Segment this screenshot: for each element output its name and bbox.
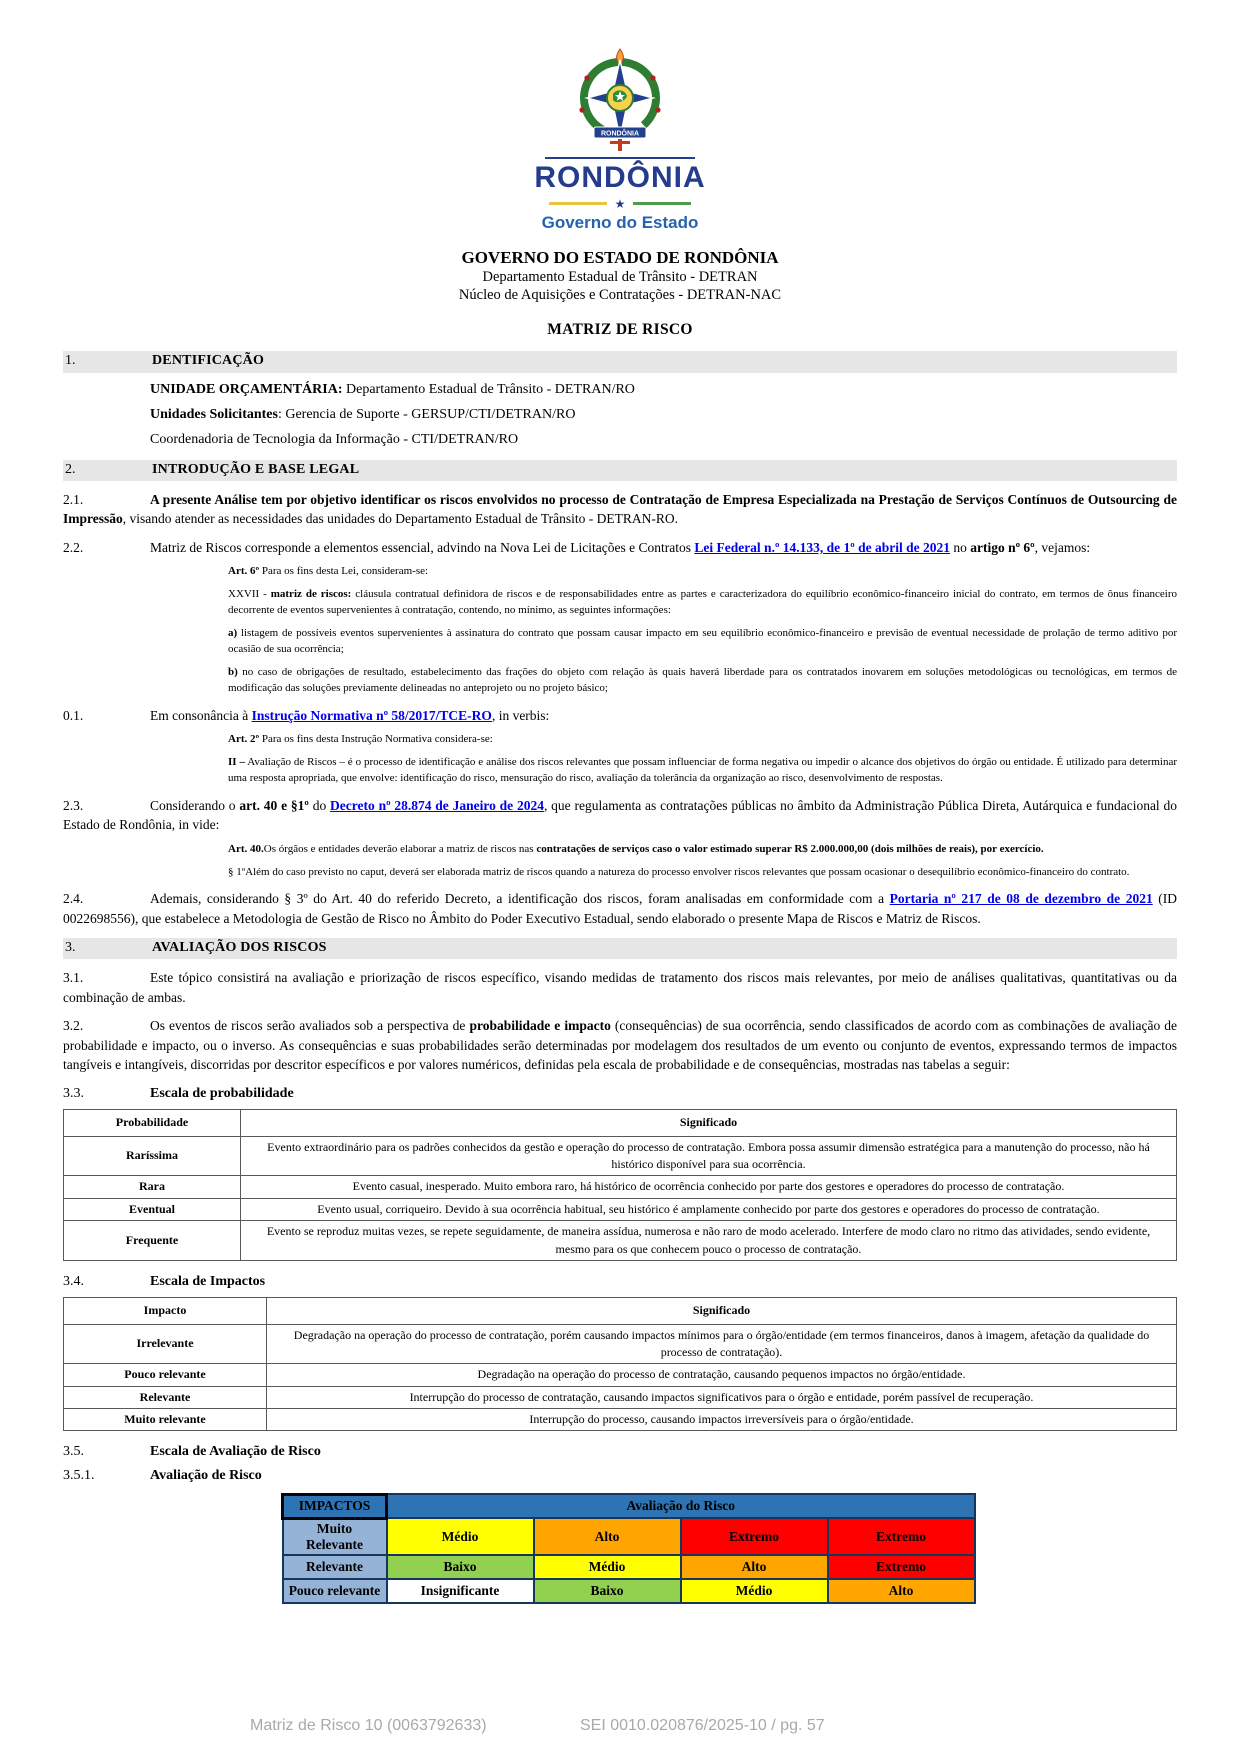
impact-table	[63, 1297, 1177, 1431]
law-link-14133[interactable]: Lei Federal n.º 14.133, de 1º de abril de 2021	[694, 539, 950, 555]
matrix-cell: Alto	[534, 1518, 681, 1555]
quote-art2: Art. 2º Para os fins desta Instrução Normativa considera-se:	[228, 733, 493, 746]
brand-subtitle: Governo do Estado	[541, 212, 699, 232]
star-icon: ★	[614, 196, 626, 211]
table-row: Irrelevante Degradação na operação do processo de contratação, porém causando impactos mínimos para o órgão/entidade (em termos financeiros, danos à imagem, afetação da qualidade do processo de contratação).	[64, 1324, 1177, 1364]
matrix-cell: Extremo	[828, 1518, 975, 1555]
quote-item-ii: II – Avaliação de Riscos – é o processo de identificação e análise dos riscos relevantes que possam influenciar de forma negativa ou impedir o alcance dos objetivos do órgão ou entidade. É utilizado para determinar uma resposta apropriada, que envolve: identificação do risco, mensuração do risco, avaliação da tolerância da organização ao risco, desenvolvimento de respostas.	[228, 755, 1177, 785]
section-number: 2.	[65, 461, 76, 477]
page-footer	[0, 1717, 1240, 1739]
paragraph-number: 3.1.	[63, 970, 84, 986]
org-unit: Núcleo de Aquisições e Contratações - DETRAN-NAC	[458, 287, 782, 304]
paragraph-number: 2.1.	[63, 491, 84, 507]
paragraph-0-1: 0.1. Em consonância à Instrução Normativa nº 58/2017/TCE-RO, in verbis:	[63, 706, 1177, 726]
column-header-significado: Significado	[241, 1110, 1177, 1136]
matrix-corner-impactos: IMPACTOS	[283, 1494, 387, 1518]
page-title: MATRIZ DE RISCO	[547, 321, 693, 339]
table-row: Muito relevante Interrupção do processo, causando impactos irreversíveis para o órgão/entidade.	[64, 1409, 1177, 1431]
matrix-header-avaliacao: Avaliação do Risco	[387, 1494, 975, 1518]
column-header-probability: Probabilidade	[64, 1110, 241, 1136]
matrix-row-pouco-relevante	[283, 1579, 975, 1603]
table-row: Pouco relevante Degradação na operação do processo de contratação, causando pequenos impactos no órgão/entidade.	[64, 1364, 1177, 1386]
footer-sei-page-reference: SEI 0010.020876/2025-10 / pg. 57	[580, 1717, 825, 1734]
matrix-cell: Insignificante	[387, 1579, 534, 1603]
table-header-row	[64, 1298, 1177, 1324]
org-name: GOVERNO DO ESTADO DE RONDÔNIA	[461, 247, 779, 267]
matrix-cell: Baixo	[534, 1579, 681, 1603]
matrix-row-label: Pouco relevante	[283, 1579, 387, 1603]
table-row: Frequente Evento se reproduz muitas vezes, se repete seguidamente, de maneira assídua, numerosa e não raro de modo acelerado. Interfere de modo claro no ritmo das atividades, sendo evidente, mesmo para os que conhecem pouco o processo de contratação.	[64, 1221, 1177, 1261]
matrix-cell: Baixo	[387, 1555, 534, 1579]
column-header-significado: Significado	[267, 1298, 1177, 1324]
paragraph-number: 0.1.	[63, 707, 84, 723]
decree-link-28874[interactable]: Decreto nº 28.874 de Janeiro de 2024	[330, 797, 544, 813]
paragraph-2-2: 2.2. Matriz de Riscos corresponde a elementos essencial, advindo na Nova Lei de Licitações e Contratos Lei Federal n.º 14.133, de 1º de abril de 2021 no artigo nº 6º, vejamos:	[63, 538, 1177, 558]
section-title: DENTIFICAÇÃO	[152, 353, 265, 369]
crest-banner-text: RONDÔNIA	[600, 130, 640, 138]
paragraph-number: 3.2.	[63, 1018, 84, 1034]
column-header-impacto: Impacto	[64, 1298, 267, 1324]
matrix-cell: Extremo	[681, 1518, 828, 1555]
table-row: Rara Evento casual, inesperado. Muito embora raro, há histórico de ocorrência conhecido por parte dos gestores e operadores do processo de contratação.	[64, 1176, 1177, 1198]
matrix-cell: Extremo	[828, 1555, 975, 1579]
subheading-3-5: 3.5. Escala de Avaliação de Risco	[63, 1444, 321, 1460]
ordinance-link-217[interactable]: Portaria nº 217 de 08 de dezembro de 2021	[889, 891, 1153, 906]
paragraph-number: 2.2.	[63, 539, 84, 555]
green-bar	[633, 202, 691, 205]
subheading-3-5-1: 3.5.1. Avaliação de Risco	[63, 1467, 262, 1483]
matrix-cell: Médio	[534, 1555, 681, 1579]
brand-divider	[63, 198, 1177, 210]
table-row: Raríssima Evento extraordinário para os padrões conhecidos da gestão e operação do processo de contratação. Embora possa assumir dimensão estratégica para a manutenção do processo, não há histórico disponível para sua ocorrência.	[64, 1136, 1177, 1176]
paragraph-2-1: 2.1. A presente Análise tem por objetivo identificar os riscos envolvidos no processo de Contratação de Empresa Especializada na Prestação de Serviços Contínuos de Outsourcing de Impressão, visando atender as necessidades das unidades do Departamento Estadual de Trânsito - DETRAN-RO.	[63, 491, 1177, 527]
matrix-cell: Médio	[387, 1518, 534, 1555]
matrix-cell: Alto	[828, 1579, 975, 1603]
matrix-cell: Alto	[681, 1555, 828, 1579]
requesting-units-line: Unidades Solicitantes: Gerencia de Suporte - GERSUP/CTI/DETRAN/RO	[150, 406, 576, 422]
table-row: Relevante Interrupção do processo de contratação, causando impactos significativos para o órgão e entidade, porém passível de recuperação.	[64, 1386, 1177, 1408]
quote-art40: Art. 40.Os órgãos e entidades deverão elaborar a matriz de riscos nas contratações de serviços caso o valor estimado superar R$ 2.000.000,00 (dois milhões de reais), por exercício.	[228, 843, 1044, 855]
brand-wordmark: RONDÔNIA	[534, 161, 706, 194]
quote-art6: Art. 6º Para os fins desta Lei, consideram-se:	[228, 565, 429, 578]
quote-paragraph-1: § 1ºAlém do caso previsto no caput, deverá ser elaborada matriz de riscos quando a natureza do processo envolver riscos relevantes que possam ocasionar o desequilíbrio econômico-financeiro do contrato.	[228, 865, 1130, 878]
paragraph-number: 2.3.	[63, 797, 84, 813]
table-header-row	[64, 1110, 1177, 1136]
subheading-3-3: 3.3. Escala de probabilidade	[63, 1086, 294, 1102]
paragraph-2-3: 2.3. Considerando o art. 40 e §1º do Decreto nº 28.874 de Janeiro de 2024, que regulamenta as contratações públicas no âmbito da Administração Pública Direta, Autárquica e fundacional do Estado de Rondônia, in vide:	[63, 797, 1178, 833]
paragraph-number: 2.4.	[63, 891, 84, 906]
table-row: Eventual Evento usual, corriqueiro. Devido à sua ocorrência habitual, seu histórico é amplamente conhecido por parte dos gestores e operadores do processo de contratação.	[64, 1198, 1177, 1220]
section-heading-2	[63, 460, 1177, 481]
budget-unit-line: UNIDADE ORÇAMENTÁRIA: Departamento Estadual de Trânsito - DETRAN/RO	[150, 381, 635, 397]
section-heading-1	[63, 351, 1177, 372]
footer-document-reference: Matriz de Risco 10 (0063792633)	[250, 1717, 487, 1734]
section-title: INTRODUÇÃO E BASE LEGAL	[152, 461, 360, 477]
it-coordination-line: Coordenadoria de Tecnologia da Informação - CTI/DETRAN/RO	[150, 431, 519, 447]
matrix-header-row	[283, 1494, 975, 1518]
brand-divider-line	[545, 157, 695, 159]
normative-instruction-link[interactable]: Instrução Normativa nº 58/2017/TCE-RO	[251, 707, 492, 723]
identification-block	[63, 382, 1177, 448]
matrix-row-label: Muito Relevante	[283, 1518, 387, 1555]
matrix-cell: Médio	[681, 1579, 828, 1603]
matrix-row-relevante	[283, 1555, 975, 1579]
paragraph-2-4: 2.4. Ademais, considerando § 3º do Art. 40 do referido Decreto, a identificação dos riscos, foram analisadas em conformidade com a Portaria nº 217 de 08 de dezembro de 2021 (ID 0022698556), que estabelece a Metodologia de Gestão de Risco no Âmbito do Poder Executivo Estadual, sendo elaborado o presente Mapa de Riscos e Matriz de Riscos.	[63, 891, 1177, 926]
org-block	[63, 247, 1177, 305]
quote-item-a: a) listagem de possíveis eventos supervenientes à assinatura do contrato que possam causar impacto em seu equilíbrio econômico-financeiro e previsão de eventual necessidade de prolação de termo aditivo por ocasião de sua ocorrência;	[228, 626, 1177, 656]
subheading-3-4: 3.4. Escala de Impactos	[63, 1273, 266, 1289]
document-header	[63, 48, 1177, 339]
section-number: 1.	[65, 353, 76, 369]
matrix-row-muito-relevante	[283, 1518, 975, 1555]
quote-xxvii: XXVII - matriz de riscos: cláusula contratual definidora de riscos e de responsabilidades entre as partes e caracterizadora do equilíbrio econômico-financeiro inicial do contrato, em termos de ônus financeiro decorrente de eventos supervenientes à contratação, contendo, no mínimo, as seguintes informações:	[228, 587, 1177, 617]
state-crest-logo	[555, 48, 685, 152]
section-title: AVALIAÇÃO DOS RISCOS	[152, 940, 327, 956]
quote-item-b: b) no caso de obrigações de resultado, estabelecimento das frações do objeto com relação às quais haverá liberdade para os contratados inovarem em soluções metodológicas ou tecnológicas, em termos de modificação das soluções previamente delineadas no anteprojeto ou no projeto básico;	[228, 665, 1177, 695]
matrix-row-label: Relevante	[283, 1555, 387, 1579]
org-department: Departamento Estadual de Trânsito - DETRAN	[482, 268, 758, 285]
yellow-bar	[549, 202, 607, 205]
section-heading-3	[63, 938, 1177, 959]
paragraph-3-1: 3.1. Este tópico consistirá na avaliação e priorização de riscos específico, visando medidas de tratamento dos riscos mais relevantes, por meio de análises qualitativas, quantitativas ou da combinação de ambas.	[63, 970, 1177, 1005]
paragraph-3-2: 3.2. Os eventos de riscos serão avaliados sob a perspectiva de probabilidade e impacto (consequências) de sua ocorrência, sendo classificados de acordo com as combinações de avaliação de probabilidade e impacto, ou o inverso. As consequências e suas probabilidades serão determinadas por modelagem dos resultados de um evento ou conjunto de eventos, expressando termos de impactos tangíveis e intangíveis, discorridas por descritor específicos e por valores numéricos, definidas pela escala de probabilidade e de consequências, mostradas nas tabelas a seguir:	[63, 1018, 1177, 1073]
probability-table	[63, 1109, 1177, 1261]
section-number: 3.	[65, 940, 76, 956]
risk-evaluation-matrix	[281, 1493, 976, 1604]
